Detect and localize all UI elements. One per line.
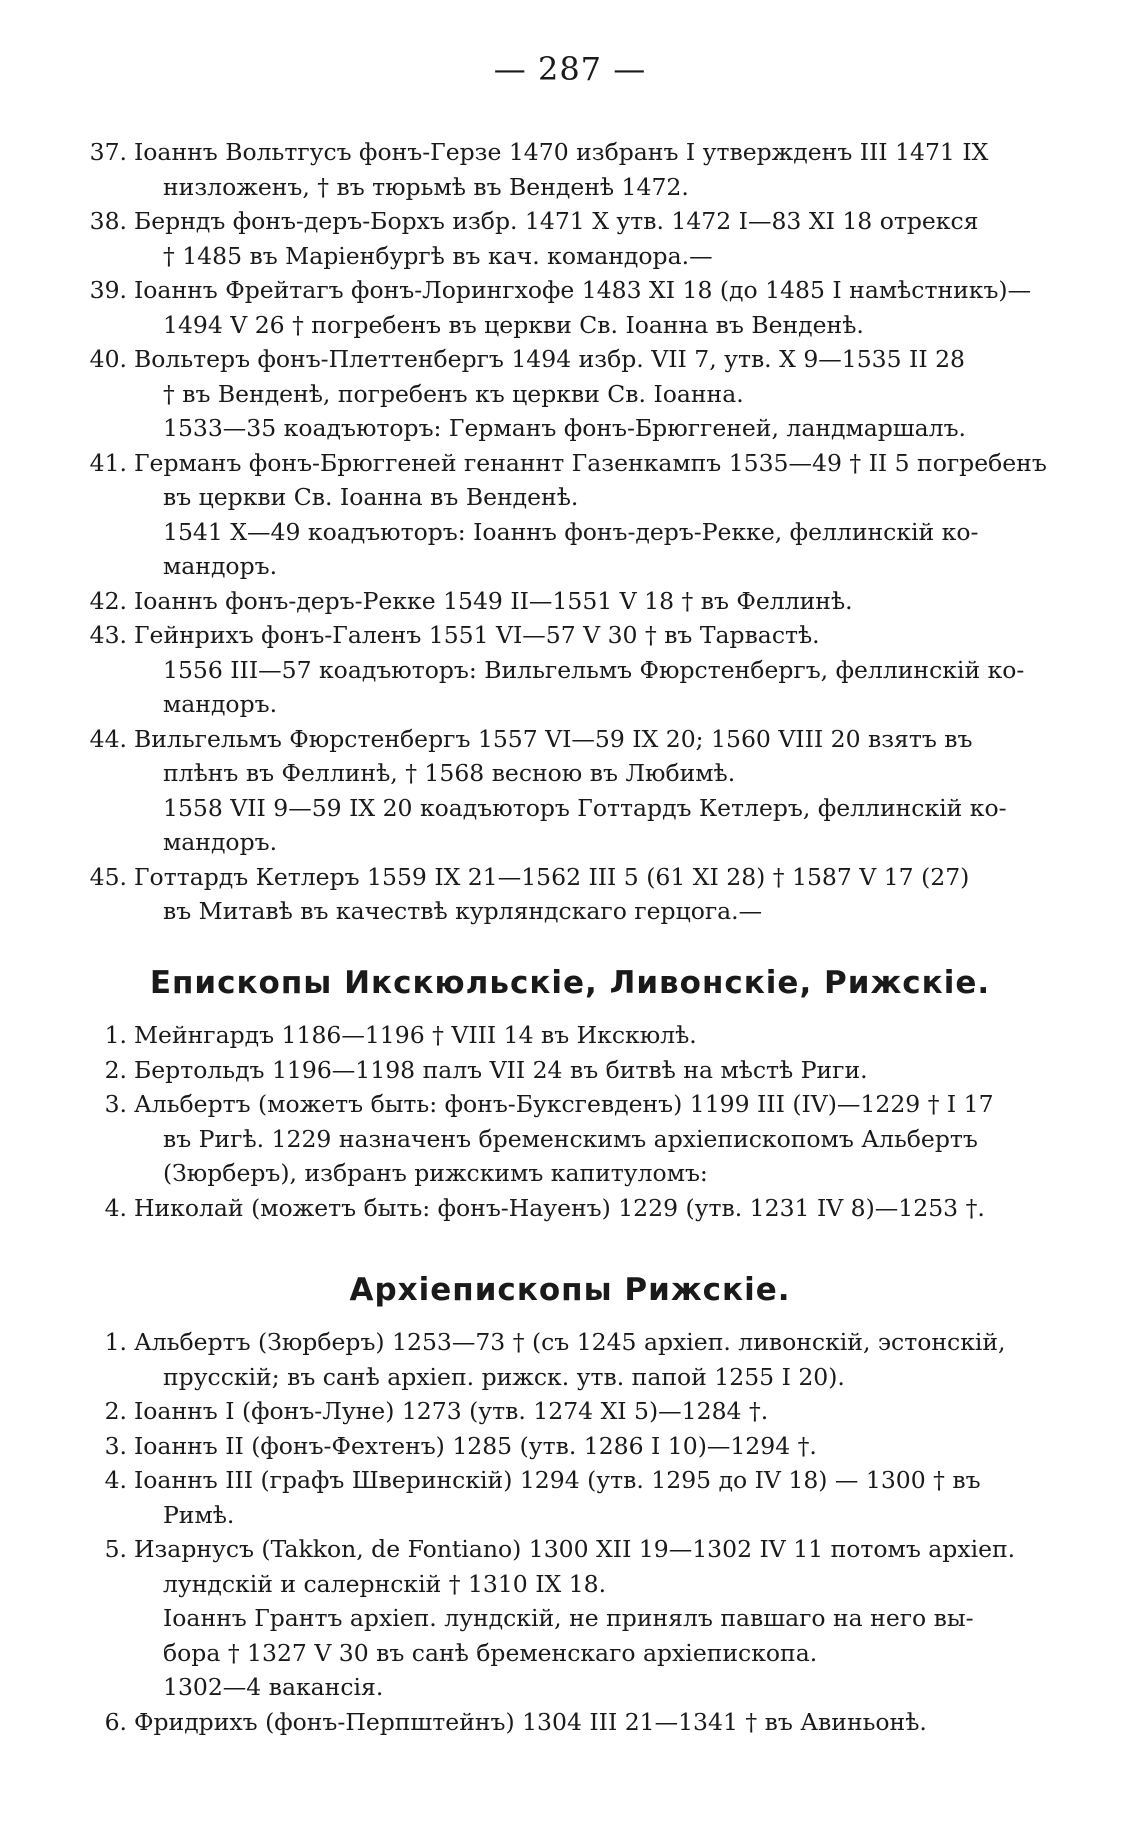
item-text (134, 1705, 1075, 1740)
list-item (80, 1463, 1075, 1532)
list-item (80, 1325, 1075, 1394)
text-line: Берндъ фонъ-деръ-Борхъ избр. 1471 X утв. 1472 I—83 XI 18 отрекся (134, 207, 979, 235)
sub-note (80, 653, 1075, 722)
list-item (80, 584, 1075, 619)
item-number: 3. (104, 1090, 127, 1118)
item-text (134, 273, 1075, 342)
text-line: † 1485 въ Маріенбургѣ въ кач. командора.— (163, 241, 713, 270)
text-line: Іоаннъ Грантъ архіеп. лундскій, не принялъ павшаго на него вы- (163, 1604, 974, 1632)
item-number: 6. (104, 1707, 127, 1736)
item-text (134, 618, 1075, 653)
item-text (134, 722, 1075, 791)
text-line: въ Ригѣ. 1229 назначенъ бременскимъ архіепископомъ Альбертъ (163, 1124, 978, 1153)
item-number: 44. (89, 724, 127, 753)
text-line: Германъ фонъ-Брюггеней генаннт Газенкампъ 1535—49 † II 5 погребенъ (134, 448, 1047, 477)
item-number: 42. (89, 586, 127, 615)
sub-note (80, 1670, 1075, 1705)
item-number: 1. (104, 1328, 127, 1356)
text-line: 1558 VII 9—59 IX 20 коадъюторъ Готтардъ Кетлеръ, феллинскій ко- (163, 793, 1007, 822)
text-line: 1494 V 26 † погребенъ въ церкви Св. Іоанна въ Венденѣ. (163, 310, 864, 339)
item-text (134, 1532, 1075, 1601)
list-item (80, 273, 1075, 342)
item-text (134, 342, 1075, 411)
item-text (134, 1018, 1075, 1053)
text-line: Альбертъ (можетъ быть: фонъ-Буксгевденъ) 1199 III (IV)—1229 † I 17 (134, 1090, 994, 1118)
archbishops-list (80, 1325, 1075, 1739)
item-text (134, 1087, 1075, 1191)
list-item (80, 1191, 1075, 1226)
text-line: Готтардъ Кетлеръ 1559 IX 21—1562 III 5 (61 XI 28) † 1587 V 17 (27) (134, 862, 970, 891)
list-item (80, 135, 1075, 204)
text-line: Іоаннъ Фрейтагъ фонъ-Лорингхофе 1483 XI 18 (до 1485 I намѣстникъ)— (134, 276, 1032, 304)
text-line: 1533—35 коадъюторъ: Германъ фонъ-Брюггеней, ландмаршалъ. (163, 414, 967, 442)
item-number: 3. (104, 1431, 127, 1460)
list-item (80, 1087, 1075, 1191)
text-line: Фридрихъ (фонъ-Перпштейнъ) 1304 III 21—1341 † въ Авиньонѣ. (134, 1707, 927, 1736)
text-line: Вильгельмъ Фюрстенбергъ 1557 VI—59 IX 20; 1560 VIII 20 взятъ въ (134, 724, 973, 753)
text-line: (Зюрберъ), избранъ рижскимъ капитуломъ: (163, 1159, 708, 1187)
text-line: мандоръ. (163, 552, 278, 580)
item-number: 40. (89, 345, 127, 373)
item-text (134, 204, 1075, 273)
text-line: лундскій и салернскій † 1310 IX 18. (163, 1569, 607, 1598)
text-line: 1556 III—57 коадъюторъ: Вильгельмъ Фюрстенбергъ, феллинскій ко- (163, 655, 1025, 684)
section-heading-archbishops: Архіепископы Рижскіе. (349, 1272, 791, 1308)
item-number: 37. (89, 138, 127, 166)
item-text (134, 1053, 1075, 1088)
text-line: мандоръ. (163, 828, 278, 856)
sub-note (80, 411, 1075, 446)
item-number: 1. (104, 1021, 127, 1049)
text-line: Бертольдъ 1196—1198 палъ VII 24 въ битвѣ на мѣстѣ Риги. (134, 1055, 868, 1084)
text-line: Іоаннъ III (графъ Шверинскій) 1294 (утв. 1295 до IV 18) — 1300 † въ (134, 1466, 981, 1494)
text-line: Іоаннъ Вольтгусъ фонъ-Герзе 1470 избранъ I утвержденъ III 1471 IX (134, 138, 989, 166)
list-item (80, 722, 1075, 791)
item-number: 45. (89, 862, 127, 891)
section-heading-bishops: Епископы Икскюльскіе, Ливонскіе, Рижскіе. (149, 965, 991, 1001)
item-text (134, 860, 1075, 929)
text-line: 1302—4 вакансія. (163, 1673, 384, 1701)
list-item (80, 342, 1075, 411)
text-line: Іоаннъ II (фонъ-Фехтенъ) 1285 (утв. 1286 I 10)—1294 †. (134, 1431, 817, 1460)
list-item (80, 1532, 1075, 1601)
text-line: Гейнрихъ фонъ-Галенъ 1551 VI—57 V 30 † въ Тарвастѣ. (134, 621, 820, 649)
list-item (80, 860, 1075, 929)
text-line: въ церкви Св. Іоанна въ Венденѣ. (163, 483, 579, 511)
item-text (134, 135, 1075, 204)
item-text (134, 1191, 1075, 1226)
text-line: прусскій; въ санѣ архіеп. рижск. утв. папой 1255 I 20). (163, 1362, 845, 1391)
text-line: Альбертъ (Зюрберъ) 1253—73 † (съ 1245 архіеп. ливонскій, эстонскій, (134, 1328, 1006, 1356)
text-line: Николай (можетъ быть: фонъ-Науенъ) 1229 (утв. 1231 IV 8)—1253 †. (134, 1193, 985, 1222)
item-number: 4. (104, 1466, 127, 1494)
text-line: Мейнгардъ 1186—1196 † VIII 14 въ Икскюлѣ. (134, 1021, 697, 1049)
text-line: 1541 X—49 коадъюторъ: Іоаннъ фонъ-деръ-Рекке, феллинскій ко- (163, 517, 979, 546)
item-number: 2. (104, 1055, 127, 1084)
sub-note (80, 515, 1075, 584)
text-line: бора † 1327 V 30 въ санѣ бременскаго архіепископа. (163, 1638, 818, 1667)
text-line: низложенъ, † въ тюрьмѣ въ Венденѣ 1472. (163, 172, 689, 201)
list-item (80, 1705, 1075, 1740)
item-text (134, 1463, 1075, 1532)
list-item (80, 618, 1075, 653)
item-text (134, 1394, 1075, 1429)
text-line: Изарнусъ (Takkon, de Fontiano) 1300 XII 19—1302 IV 11 потомъ архіеп. (134, 1535, 1016, 1563)
bishops-list (80, 1018, 1075, 1225)
text-line: Іоаннъ I (фонъ-Луне) 1273 (утв. 1274 XI 5)—1284 †. (134, 1397, 769, 1425)
item-text (134, 446, 1075, 515)
item-number: 39. (89, 276, 127, 304)
masters-list (80, 135, 1075, 929)
page-number: — 287 — (493, 50, 647, 88)
sub-note (80, 1601, 1075, 1670)
text-line: Вольтеръ фонъ-Плеттенбергъ 1494 избр. VII 7, утв. X 9—1535 II 28 (134, 345, 965, 373)
item-text (134, 1325, 1075, 1394)
item-text (134, 1429, 1075, 1464)
list-item (80, 204, 1075, 273)
list-item (80, 446, 1075, 515)
sub-note (80, 791, 1075, 860)
text-line: Римѣ. (163, 1500, 235, 1529)
item-number: 4. (104, 1193, 127, 1222)
text-line: въ Митавѣ въ качествѣ курляндскаго герцога.— (163, 897, 763, 925)
list-item (80, 1018, 1075, 1053)
item-number: 5. (104, 1535, 127, 1563)
text-line: † въ Венденѣ, погребенъ къ церкви Св. Іоанна. (163, 379, 744, 408)
item-number: 41. (89, 448, 127, 477)
text-line: мандоръ. (163, 690, 278, 718)
item-number: 2. (104, 1397, 127, 1425)
list-item (80, 1429, 1075, 1464)
item-text (134, 584, 1075, 619)
item-number: 38. (89, 207, 127, 235)
text-line: плѣнъ въ Феллинѣ, † 1568 весною въ Любимѣ. (163, 759, 736, 787)
item-number: 43. (89, 621, 127, 649)
list-item (80, 1394, 1075, 1429)
text-line: Іоаннъ фонъ-деръ-Рекке 1549 II—1551 V 18 † въ Феллинѣ. (134, 586, 853, 615)
list-item (80, 1053, 1075, 1088)
